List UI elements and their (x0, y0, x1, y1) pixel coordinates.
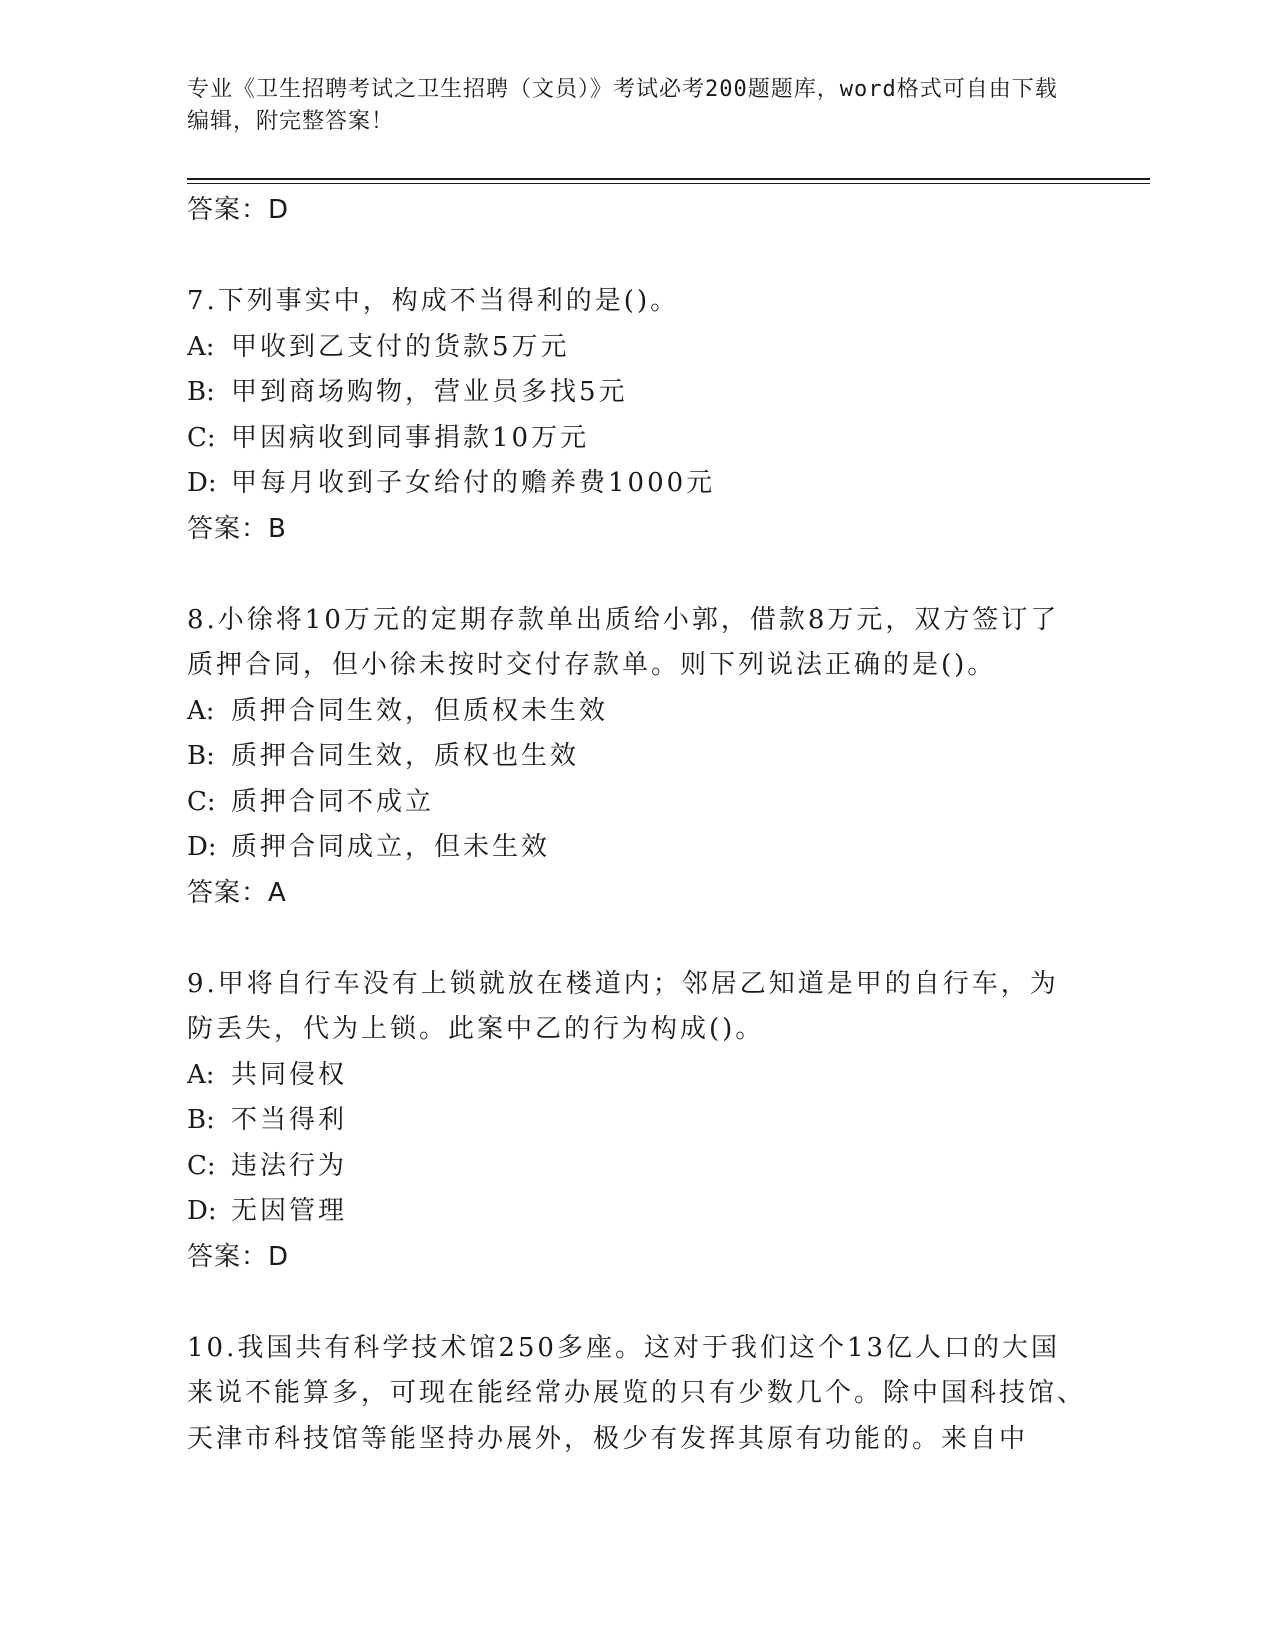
question-list (187, 188, 1087, 1462)
question-10 (187, 1326, 1087, 1463)
option-text: 不当得利 (231, 1105, 348, 1135)
option-letter: C: (187, 422, 216, 453)
page-header: 专业《卫生招聘考试之卫生招聘（文员）》考试必考200题题库，word格式可自由下载编辑，附完整答案！ (187, 77, 1058, 134)
header-divider (187, 178, 1150, 180)
option-letter: B: (187, 377, 215, 407)
option-letter: C: (187, 1150, 216, 1181)
header-divider-thin (187, 183, 1150, 184)
question-8 (187, 598, 1087, 917)
answer-line: 答案：B (187, 513, 287, 544)
option-letter: B: (187, 741, 215, 771)
option-text: 共同侵权 (231, 1059, 348, 1090)
option-text: 质押合同成立，但未生效 (231, 832, 551, 862)
answer-line: 答案：A (187, 877, 287, 908)
option-b (187, 370, 1087, 416)
option-a (187, 325, 1087, 371)
option-text: 甲到商场购物，营业员多找5元 (231, 377, 628, 407)
option-text: 无因管理 (231, 1196, 348, 1226)
option-a (187, 689, 1087, 735)
option-a (187, 1053, 1087, 1099)
question-9 (187, 962, 1087, 1281)
option-letter: D: (187, 468, 217, 498)
question-stem: 10.我国共有科学技术馆250多座。这对于我们这个13亿人口的大国来说不能算多，可现在能经常办展览的只有少数几个。除中国科技馆、天津市科技馆等能坚持办展外，极少有发挥其原有功能的。来自中 (187, 1332, 1087, 1454)
option-letter: A: (187, 331, 215, 362)
option-d (187, 461, 1087, 507)
option-letter: D: (187, 1196, 217, 1226)
option-text: 甲每月收到子女给付的赡养费1000元 (231, 468, 716, 498)
option-b (187, 734, 1087, 780)
option-d (187, 825, 1087, 871)
question-stem: 8.小徐将10万元的定期存款单出质给小郭，借款8万元，双方签订了质押合同，但小徐未按时交付存款单。则下列说法正确的是()。 (187, 604, 1060, 680)
option-letter: A: (187, 1059, 215, 1090)
question-stem: 7.下列事实中，构成不当得利的是()。 (187, 286, 680, 316)
option-text: 甲收到乙支付的货款5万元 (231, 331, 570, 362)
option-b (187, 1098, 1087, 1144)
answer-line: 答案：D (187, 195, 290, 225)
option-c (187, 780, 1087, 826)
option-letter: D: (187, 832, 217, 862)
question-7 (187, 279, 1087, 552)
question-stem: 9.甲将自行车没有上锁就放在楼道内；邻居乙知道是甲的自行车，为防丢失，代为上锁。此案中乙的行为构成()。 (187, 968, 1059, 1044)
option-letter: A: (187, 695, 215, 726)
option-c (187, 1144, 1087, 1190)
option-c (187, 416, 1087, 462)
option-text: 违法行为 (231, 1150, 348, 1181)
option-text: 质押合同生效，但质权未生效 (231, 695, 609, 726)
option-text: 甲因病收到同事捐款10万元 (231, 422, 590, 453)
answer-line: 答案：D (187, 1241, 290, 1272)
option-letter: C: (187, 786, 216, 817)
option-text: 质押合同生效，质权也生效 (231, 741, 580, 771)
option-letter: B: (187, 1105, 215, 1135)
option-d (187, 1189, 1087, 1235)
option-text: 质押合同不成立 (231, 786, 435, 817)
